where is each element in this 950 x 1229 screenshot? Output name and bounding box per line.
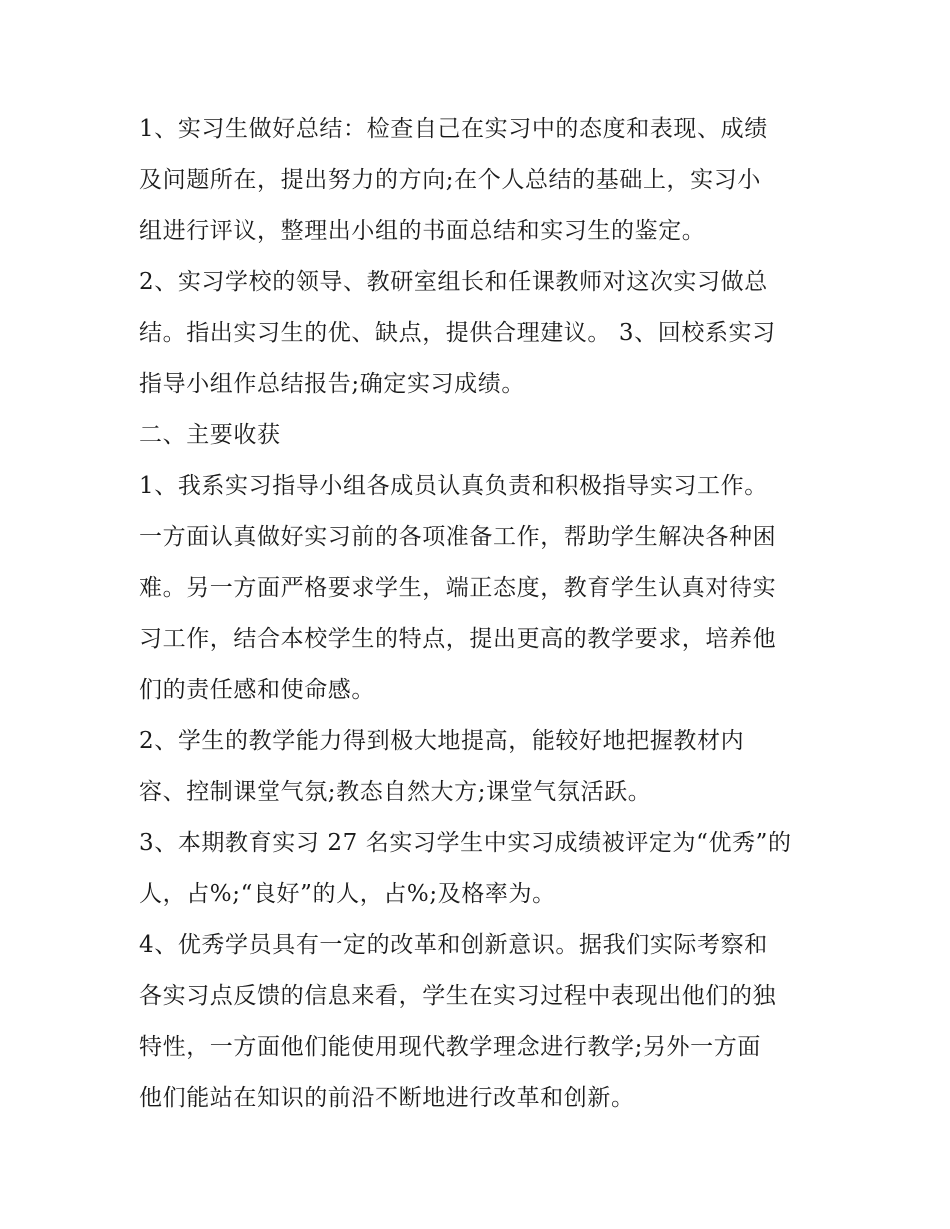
text-line: 组进行评议，整理出小组的书面总结和实习生的鉴定。 bbox=[139, 218, 706, 244]
text-line: 各实习点反馈的信息来看，学生在实习过程中表现出他们的独 bbox=[139, 983, 777, 1009]
text-line: 特性，一方面他们能使用现代教学理念进行教学;另外一方面 bbox=[139, 1034, 761, 1060]
section-heading: 二、主要收获 bbox=[139, 422, 281, 448]
text-line: 难。另一方面严格要求学生，端正态度，教育学生认真对待实 bbox=[139, 575, 777, 601]
text-line: 指导小组作总结报告;确定实习成绩。 bbox=[139, 371, 525, 397]
text-line: 一方面认真做好实习前的各项准备工作，帮助学生解决各种困 bbox=[139, 524, 777, 550]
text-line: 人，占%;“良好”的人，占%;及格率为。 bbox=[139, 881, 556, 907]
text-line: 他们能站在知识的前沿不断地进行改革和创新。 bbox=[139, 1085, 635, 1111]
text-line: 4、优秀学员具有一定的改革和创新意识。据我们实际考察和 bbox=[139, 932, 768, 958]
text-line: 容、控制课堂气氛;教态自然大方;课堂气氛活跃。 bbox=[139, 779, 652, 805]
text-line: 1、我系实习指导小组各成员认真负责和积极指导实习工作。 bbox=[139, 473, 768, 499]
text-line: 结。指出实习生的优、缺点，提供合理建议。 3、回校系实习 bbox=[139, 320, 776, 346]
text-line: 3、本期教育实习 27 名实习学生中实习成绩被评定为“优秀”的 bbox=[139, 830, 792, 856]
text-line: 习工作，结合本校学生的特点，提出更高的教学要求，培养他 bbox=[139, 626, 777, 652]
document-body bbox=[139, 104, 819, 1124]
text-line: 2、学生的教学能力得到极大地提高，能较好地把握教材内 bbox=[139, 728, 745, 754]
text-line: 1、实习生做好总结：检查自己在实习中的态度和表现、成绩 bbox=[139, 116, 768, 142]
text-line: 2、实习学校的领导、教研室组长和任课教师对这次实习做总 bbox=[139, 269, 768, 295]
text-line: 及问题所在，提出努力的方向;在个人总结的基础上，实习小 bbox=[139, 167, 761, 193]
text-line: 们的责任感和使命感。 bbox=[139, 677, 375, 703]
